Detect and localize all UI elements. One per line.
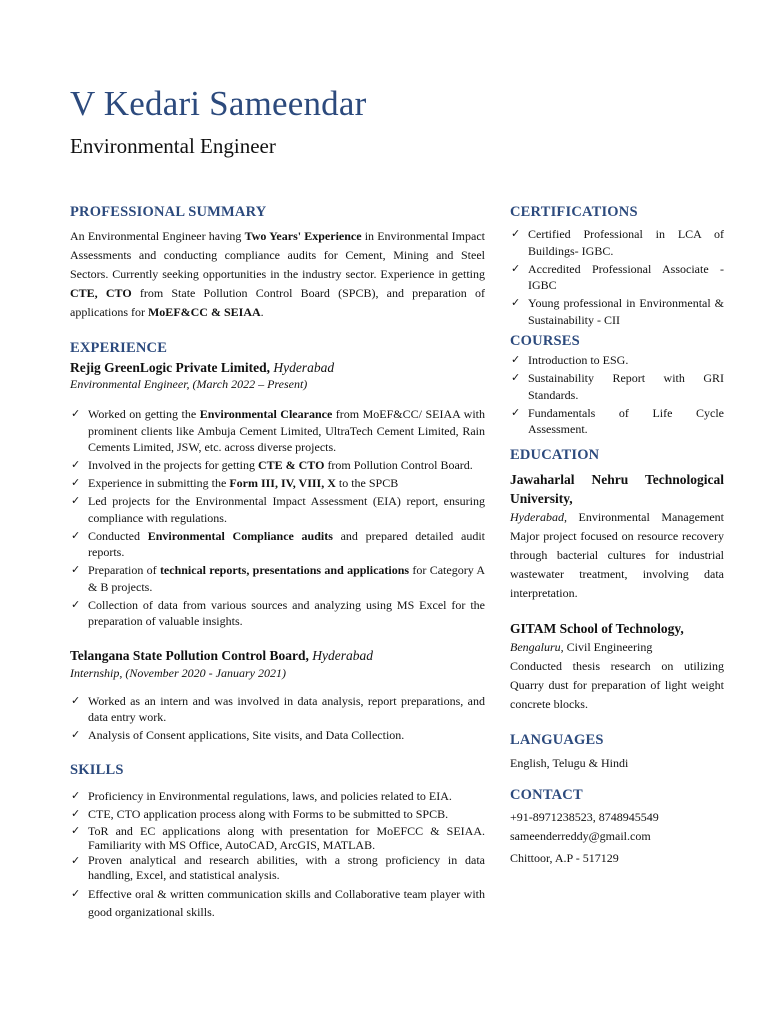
certifications-list xyxy=(510,226,724,328)
list-item: ✓ CTE, CTO application process along with Forms to be submitted to SPCB. xyxy=(70,806,485,823)
list-item: ✓ Proven analytical and research abilities, with a strong proficiency in data handling, Excel, and statistical analysis. xyxy=(70,853,485,883)
summary-heading: PROFESSIONAL SUMMARY xyxy=(70,204,267,220)
skills-list xyxy=(70,788,485,921)
uni2-details: Conducted thesis research on utilizing Quarry dust for preparation of light weight concrete blocks. xyxy=(510,658,724,711)
experience-heading: EXPERIENCE xyxy=(70,340,168,356)
contact-email[interactable]: sameenderreddy@gmail.com xyxy=(510,828,651,843)
education-heading: EDUCATION xyxy=(510,446,600,463)
right-column xyxy=(510,204,724,868)
contact-address: Chittoor, A.P - 517129 xyxy=(510,850,619,865)
certifications-heading: CERTIFICATIONS xyxy=(510,204,638,220)
languages-value: English, Telugu & Hindi xyxy=(510,755,629,770)
job2-company: Telangana State Pollution Control Board, Hyderabad xyxy=(70,647,374,663)
list-item: ✓ Young professional in Environmental & Sustainability - CII xyxy=(510,295,724,328)
job2-list xyxy=(70,693,485,744)
candidate-name: V Kedari Sameendar xyxy=(70,84,367,123)
list-item: ✓ Worked as an intern and was involved in data analysis, report preparations, and data entry work. xyxy=(70,693,485,726)
list-item: ✓ Analysis of Consent applications, Site visits, and Data Collection. xyxy=(70,727,485,744)
languages-heading: LANGUAGES xyxy=(510,731,604,748)
list-item: ✓ Worked on getting the Environmental Clearance from MoEF&CC/ SEIAA with prominent clients like Ambuja Cement Limited, UltraTech Cement Limited, Rain Cements Limited, JSW, etc. across diverse projects. xyxy=(70,406,485,456)
list-item: ✓ Effective oral & written communication skills and Collaborative team player with good organizational skills. xyxy=(70,885,485,921)
list-item: ✓ Preparation of technical reports, presentations and applications for Category A & B projects. xyxy=(70,562,485,595)
contact-heading: CONTACT xyxy=(510,786,583,803)
uni2-degree: Bengaluru, Civil Engineering xyxy=(510,639,653,654)
summary-text: An Environmental Engineer having Two Years' Experience in Environmental Impact Assessments and conducting compliance audits for Cement, Mining and Steel Sectors. Currently seeking opportunities in the industry sector. Experience in getting CTE, CTO from State Pollution Control Board (SPCB), and preparation of applications for MoEF&CC & SEIAA. xyxy=(70,229,486,319)
list-item: ✓ Experience in submitting the Form III, IV, VIII, X to the SPCB xyxy=(70,475,485,492)
uni1-name: Jawaharlal Nehru Technological University, xyxy=(510,471,724,506)
list-item: ✓ Conducted Environmental Compliance audits and prepared detailed audit reports. xyxy=(70,528,485,561)
list-item: ✓ Involved in the projects for getting CTE & CTO from Pollution Control Board. xyxy=(70,457,485,474)
job2-role: Internship, (November 2020 - January 2021) xyxy=(70,665,286,680)
job1-company: Rejig GreenLogic Private Limited, Hyderabad xyxy=(70,360,335,375)
courses-list xyxy=(510,352,724,438)
courses-heading: COURSES xyxy=(510,333,580,349)
left-column xyxy=(70,204,485,922)
candidate-title: Environmental Engineer xyxy=(70,134,276,158)
contact-phone: +91-8971238523, 8748945549 xyxy=(510,809,659,824)
job1-list xyxy=(70,406,485,630)
list-item: ✓ Led projects for the Environmental Impact Assessment (EIA) report, ensuring compliance with regulations. xyxy=(70,493,485,526)
list-item: ✓ Collection of data from various sources and analyzing using MS Excel for the preparation of valuable insights. xyxy=(70,597,485,630)
list-item: ✓ Certified Professional in LCA of Buildings- IGBC. xyxy=(510,226,724,259)
list-item: ✓ Accredited Professional Associate - IGBC xyxy=(510,261,724,294)
list-item: ✓ Fundamentals of Life Cycle Assessment. xyxy=(510,405,724,438)
skills-heading: SKILLS xyxy=(70,761,124,778)
list-item: ✓ ToR and EC applications along with presentation for MoEFCC & SEIAA. Familiarity with MS Office, AutoCAD, ArcGIS, MATLAB. xyxy=(70,824,485,852)
list-item: ✓ Introduction to ESG. xyxy=(510,352,724,369)
list-item: ✓ Proficiency in Environmental regulations, laws, and policies related to EIA. xyxy=(70,788,485,805)
job1-role: Environmental Engineer, (March 2022 – Present) xyxy=(70,377,308,391)
uni1-details: Hyderabad, Environmental Management Major project focused on resource recovery through bacterial cultures for industrial wastewater treatment, involving data interpretation. xyxy=(510,509,724,600)
list-item: ✓ Sustainability Report with GRI Standards. xyxy=(510,370,724,403)
uni2-name: GITAM School of Technology, xyxy=(510,620,684,636)
